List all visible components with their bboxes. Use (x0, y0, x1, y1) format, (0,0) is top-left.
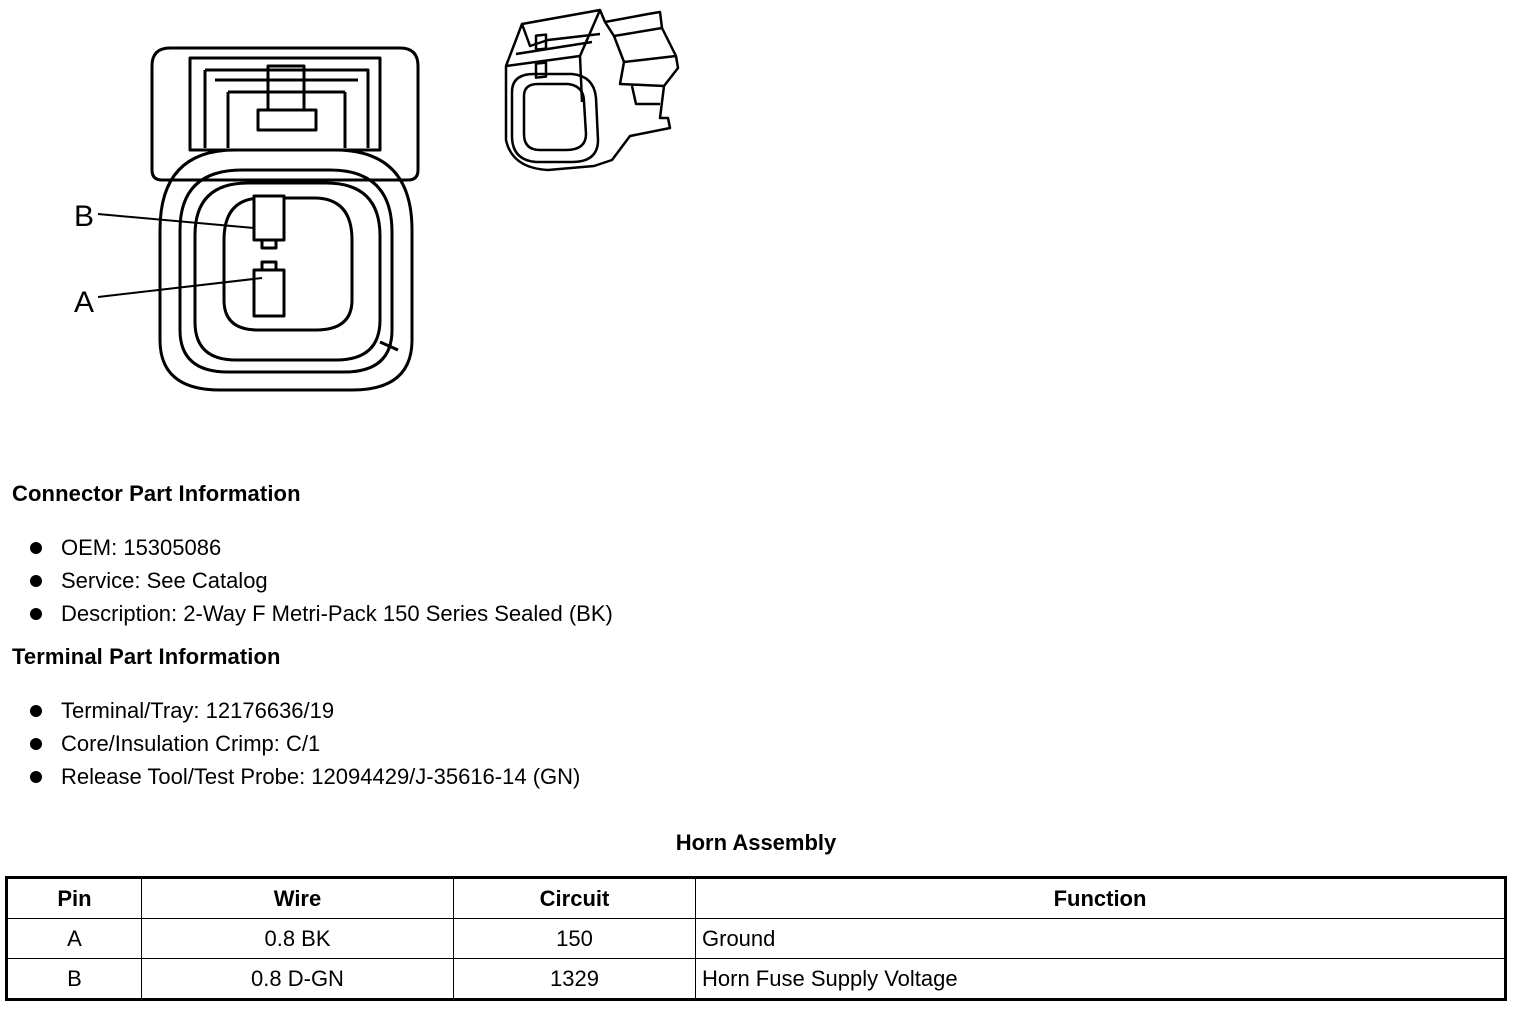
bullet-icon (30, 771, 42, 783)
list-item: Core/Insulation Crimp: C/1 (28, 727, 580, 760)
list-item: Service: See Catalog (28, 564, 613, 597)
table-row (7, 959, 1506, 1000)
connector-info-list (28, 531, 613, 630)
table-row (7, 919, 1506, 959)
cell-circuit: 1329 (454, 959, 696, 1000)
column-header-circuit: Circuit (454, 878, 696, 919)
column-header-wire: Wire (142, 878, 454, 919)
pin-label-b: B (74, 200, 95, 233)
list-item: Release Tool/Test Probe: 12094429/J-35616-14 (GN) (28, 760, 580, 793)
terminal-info-heading: Terminal Part Information (12, 644, 281, 669)
bullet-icon (30, 575, 42, 587)
terminal-info-list (28, 694, 580, 793)
connector-face-view (98, 48, 418, 390)
cell-pin: A (7, 919, 142, 959)
list-item: OEM: 15305086 (28, 531, 613, 564)
cell-function: Ground (696, 919, 1506, 959)
cell-function: Horn Fuse Supply Voltage (696, 959, 1506, 1000)
column-header-function: Function (696, 878, 1506, 919)
connector-diagram (0, 0, 720, 420)
cell-wire: 0.8 BK (142, 919, 454, 959)
connector-isometric-view (506, 10, 678, 170)
bullet-icon (30, 738, 42, 750)
connector-info-heading: Connector Part Information (12, 481, 301, 506)
bullet-icon (30, 608, 42, 620)
cell-pin: B (7, 959, 142, 1000)
bullet-icon (30, 705, 42, 717)
pin-table (5, 876, 1507, 1001)
bullet-icon (30, 542, 42, 554)
cell-circuit: 150 (454, 919, 696, 959)
pin-label-a: A (74, 286, 95, 319)
list-item: Terminal/Tray: 12176636/19 (28, 694, 580, 727)
column-header-pin: Pin (7, 878, 142, 919)
table-title: Horn Assembly (675, 830, 837, 855)
list-item: Description: 2-Way F Metri-Pack 150 Series Sealed (BK) (28, 597, 613, 630)
table-header-row (7, 878, 1506, 919)
cell-wire: 0.8 D-GN (142, 959, 454, 1000)
